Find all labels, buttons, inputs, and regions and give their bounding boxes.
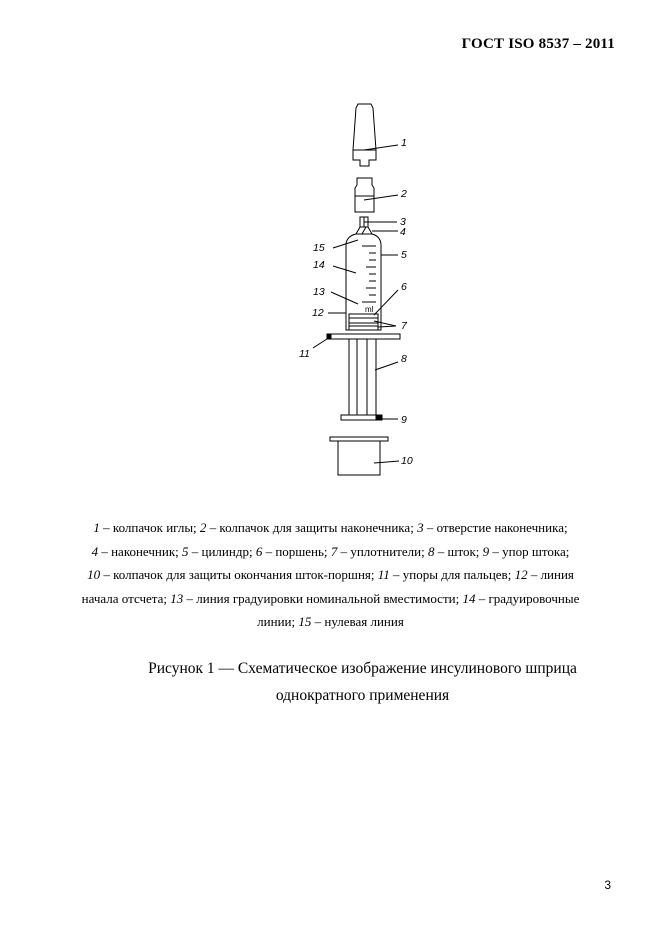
label-14: 14 bbox=[313, 259, 325, 271]
legend-num: 15 bbox=[298, 614, 312, 630]
label-4: 4 bbox=[400, 226, 406, 238]
label-13: 13 bbox=[313, 286, 325, 298]
label-10: 10 bbox=[401, 455, 413, 467]
figure-legend: 1 – колпачок иглы; 2 – колпачок для защиты наконечника; 3 – отверстие наконечника; 4 – наконечник; 5 – цилиндр; 6 – поршень; 7 – уплотнители; 8 – шток; 9 – упор штока; 10 – колпачок для защиты окончания шток-поршня; 11 – упоры для пальцев; 12 – линия начала отсчета; 13 – линия градуировки номинальной вместимости; 14 – градуировочные линии; 15 – нулевая линия bbox=[81, 520, 580, 630]
legend-num: 1 bbox=[93, 520, 100, 535]
label-12: 12 bbox=[312, 307, 324, 319]
caption-line-1: Рисунок 1 — Схематическое изображение инсулинового шприца bbox=[148, 660, 577, 677]
legend-num: 11 bbox=[377, 567, 390, 583]
legend-num: 12 bbox=[514, 567, 528, 583]
legend-text: поршень; bbox=[275, 543, 328, 559]
legend-num: 13 bbox=[170, 590, 184, 606]
finger-flange bbox=[327, 334, 400, 339]
label-9: 9 bbox=[401, 414, 407, 426]
label-6: 6 bbox=[401, 281, 407, 293]
legend-num: 6 bbox=[255, 543, 263, 559]
unit-mark: ml bbox=[365, 305, 374, 314]
plunger bbox=[349, 314, 378, 330]
legend-text: уплотнители; bbox=[350, 543, 425, 559]
legend-num: 2 bbox=[199, 520, 207, 535]
legend-text: упор штока; bbox=[502, 543, 570, 559]
rod-stop bbox=[341, 415, 382, 420]
document-header: ГОСТ ISO 8537 – 2011 bbox=[461, 36, 615, 52]
legend-text: отверстие наконечника; bbox=[436, 520, 568, 535]
nozzle bbox=[356, 217, 372, 234]
label-8: 8 bbox=[401, 353, 407, 365]
legend-text: линия начала отсчета; bbox=[81, 567, 574, 606]
rod-end-cap bbox=[330, 437, 388, 475]
legend-num: 9 bbox=[482, 543, 490, 559]
label-3: 3 bbox=[400, 216, 406, 228]
legend-num: 3 bbox=[417, 520, 424, 535]
barrel bbox=[346, 234, 381, 330]
label-7: 7 bbox=[401, 320, 407, 332]
legend-text: градуировочные линии; bbox=[257, 590, 580, 630]
legend-text: упоры для пальцев; bbox=[402, 567, 512, 583]
legend-num: 10 bbox=[87, 567, 101, 583]
legend-text: цилиндр; bbox=[201, 543, 253, 559]
legend-text: нулевая линия bbox=[324, 614, 404, 630]
plunger-rod bbox=[349, 339, 376, 415]
label-1: 1 bbox=[401, 137, 407, 149]
label-11: 11 bbox=[299, 348, 310, 360]
label-2: 2 bbox=[401, 188, 407, 200]
needle-cap bbox=[353, 104, 376, 166]
legend-text: шток; bbox=[447, 543, 480, 559]
legend-num: 8 bbox=[427, 543, 435, 559]
legend-num: 5 bbox=[182, 543, 189, 559]
tip-cap bbox=[355, 178, 374, 212]
legend-text: колпачок иглы; bbox=[112, 520, 197, 535]
page-number: 3 bbox=[604, 878, 611, 892]
legend-num: 14 bbox=[462, 590, 476, 606]
caption-line-2: однократного применения bbox=[275, 687, 450, 704]
legend-num: 7 bbox=[330, 543, 338, 559]
label-15: 15 bbox=[313, 242, 325, 254]
legend-text: колпачок для защиты окончания шток-поршня; bbox=[113, 567, 375, 583]
legend-text: линия градуировки номинальной вместимости; bbox=[196, 590, 460, 606]
figure-caption bbox=[110, 655, 615, 709]
legend-num: 4 bbox=[91, 543, 99, 559]
legend-text: наконечник; bbox=[111, 543, 179, 559]
label-5: 5 bbox=[401, 249, 407, 261]
legend-text: колпачок для защиты наконечника; bbox=[219, 520, 414, 535]
